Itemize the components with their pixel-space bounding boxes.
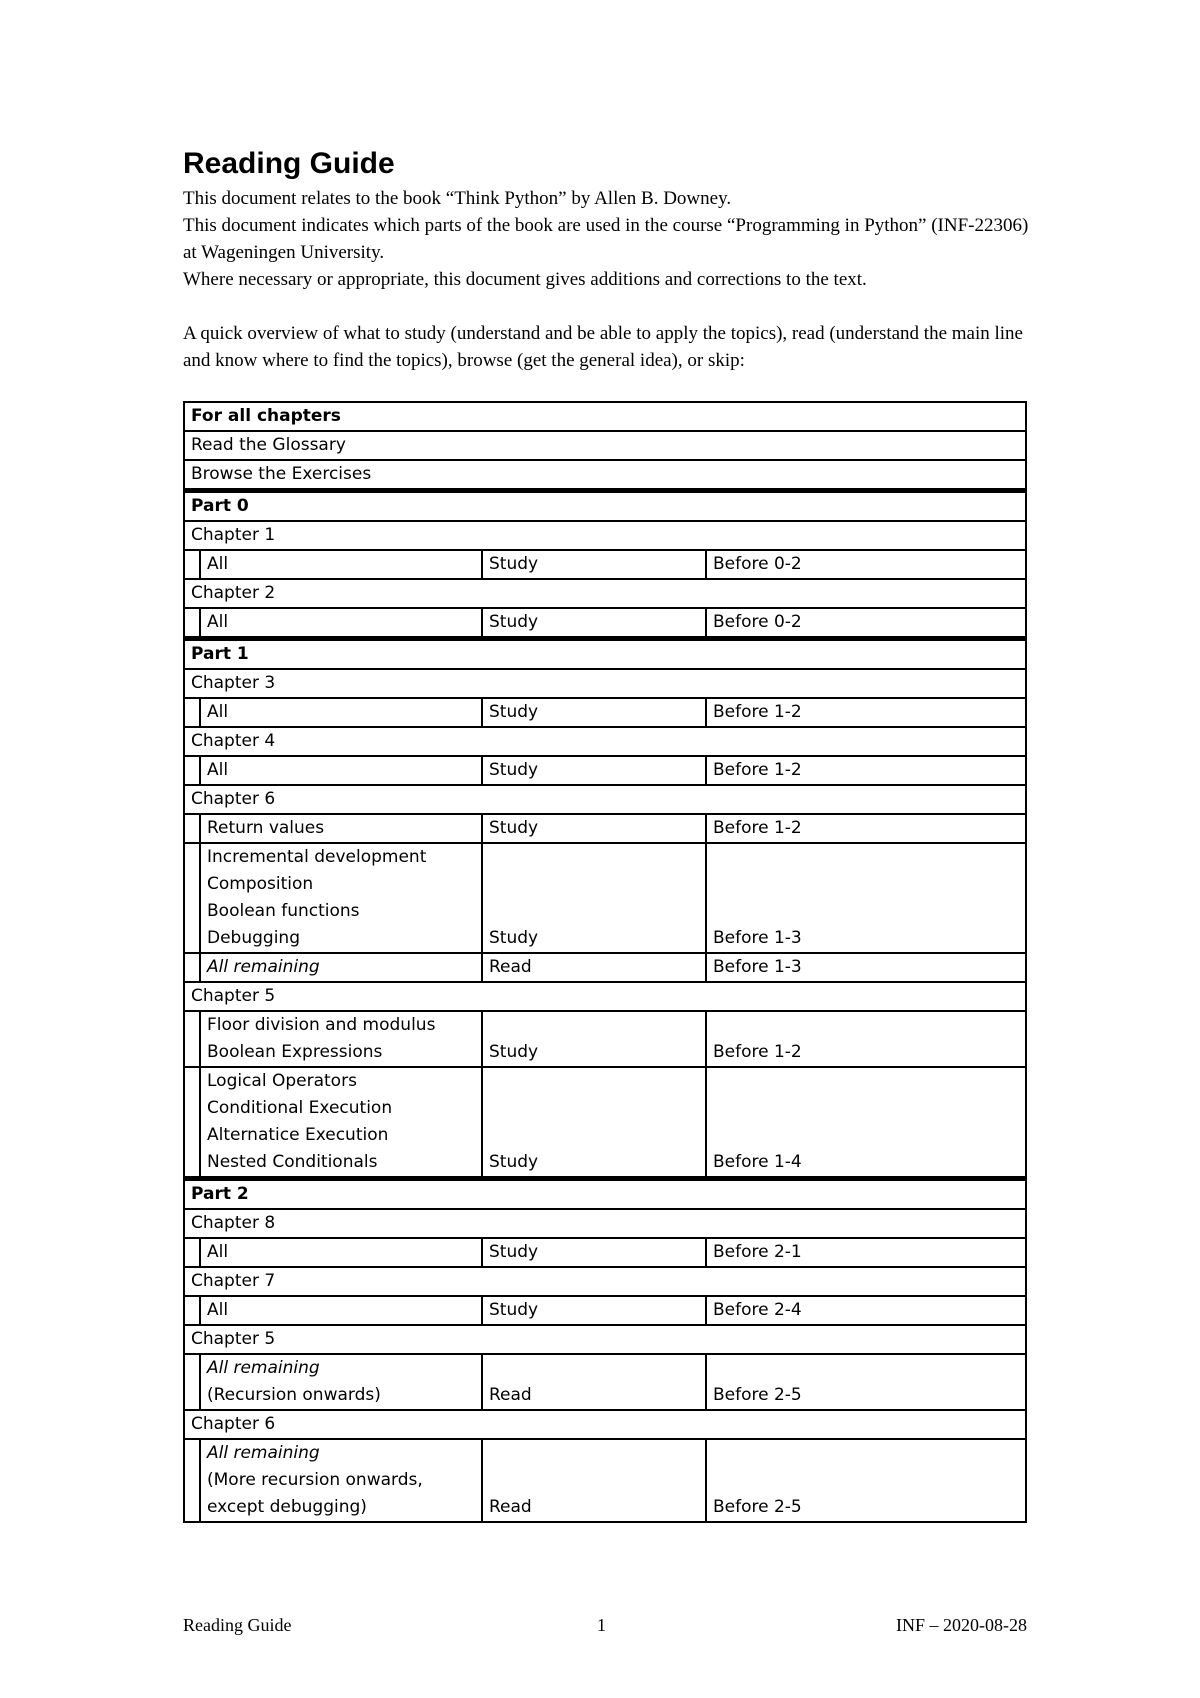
chapter-header [184,669,1026,698]
topic-text: (Recursion onwards) [207,1385,381,1405]
topic-text: All remaining [207,1358,320,1378]
part-header-cell: Part 1 [184,639,1026,670]
chapter-header-cell: Chapter 6 [184,785,1026,814]
chapter-header [184,785,1026,814]
part-header [184,1179,1026,1210]
all-chapters-header-cell: For all chapters [184,402,1026,431]
indent-cell [184,1354,200,1410]
deadline-cell: Before 2-1 [706,1238,1026,1267]
page-number: 1 [597,1615,606,1635]
intro-line: This document indicates which parts of the book are used in the course “Programming in Python” (INF-22306) at Wageningen University. [183,215,1029,263]
topic-text: Alternatice Execution [207,1125,389,1145]
table-row [184,608,1026,639]
page-footer [183,1612,1027,1639]
table-row [184,756,1026,785]
table-row [184,1067,1026,1179]
action-cell: Study [482,1067,706,1179]
chapter-header [184,1267,1026,1296]
topic-cell [200,1067,482,1179]
topic-cell [200,843,482,953]
action-cell: Read [482,953,706,982]
topic-text: Debugging [207,928,300,948]
topic-cell [200,1439,482,1522]
topic-text: Conditional Execution [207,1098,393,1118]
topic-cell [200,953,482,982]
indent-cell [184,698,200,727]
overview-paragraph: A quick overview of what to study (understand and be able to apply the topics), read (understand the main line and know where to find the topics), browse (get the general idea), or skip: [183,323,1023,371]
chapter-header-cell: Chapter 8 [184,1209,1026,1238]
topic-text: Incremental development [207,847,427,867]
action-cell: Read [482,1439,706,1522]
topic-text: Composition [207,874,314,894]
action-cell: Study [482,843,706,953]
action-cell: Study [482,814,706,843]
topic-text: All [207,1242,229,1262]
topic-text: except debugging) [207,1497,367,1517]
deadline-cell: Before 1-3 [706,843,1026,953]
chapter-header-cell: Chapter 2 [184,579,1026,608]
deadline-cell: Before 0-2 [706,550,1026,579]
action-cell: Study [482,756,706,785]
topic-cell [200,1238,482,1267]
topic-text: All [207,702,229,722]
footer-course-date: INF – 2020-08-28 [896,1615,1027,1635]
deadline-cell: Before 1-2 [706,698,1026,727]
topic-text: All remaining [207,1443,320,1463]
chapter-header-cell: Chapter 7 [184,1267,1026,1296]
deadline-cell: Before 1-3 [706,953,1026,982]
topic-text: Logical Operators [207,1071,357,1091]
deadline-cell: Before 1-2 [706,814,1026,843]
action-cell: Study [482,698,706,727]
topic-text: Floor division and modulus [207,1015,436,1035]
intro-line: Where necessary or appropriate, this document gives additions and corrections to the text. [183,269,867,290]
indent-cell [184,1011,200,1067]
topic-text: (More recursion onwards, [207,1470,423,1490]
indent-cell [184,1296,200,1325]
chapter-header [184,1410,1026,1439]
table-row [184,1011,1026,1067]
topic-cell [200,698,482,727]
deadline-cell: Before 1-2 [706,1011,1026,1067]
action-cell: Study [482,550,706,579]
indent-cell [184,756,200,785]
deadline-cell: Before 0-2 [706,608,1026,639]
chapter-header [184,579,1026,608]
topic-cell [200,550,482,579]
table-row [184,698,1026,727]
deadline-cell: Before 2-5 [706,1439,1026,1522]
chapter-header-cell: Chapter 1 [184,521,1026,550]
part-header-cell: Part 2 [184,1179,1026,1210]
topic-text: Boolean Expressions [207,1042,383,1062]
deadline-cell: Before 1-4 [706,1067,1026,1179]
table-row [184,1354,1026,1410]
action-cell: Read [482,1354,706,1410]
indent-cell [184,608,200,639]
table-row [184,953,1026,982]
part-header [184,491,1026,522]
indent-cell [184,1067,200,1179]
topic-cell [200,814,482,843]
chapter-header-cell: Chapter 5 [184,1325,1026,1354]
chapter-header [184,727,1026,756]
chapter-header-cell: Chapter 5 [184,982,1026,1011]
indent-cell [184,550,200,579]
part-header [184,639,1026,670]
table-row [184,1238,1026,1267]
action-cell: Study [482,1296,706,1325]
general-instruction-row-cell: Browse the Exercises [184,460,1026,491]
reading-guide-table [183,401,1027,1523]
action-cell: Study [482,1011,706,1067]
intro-text [183,185,1043,374]
deadline-cell: Before 1-2 [706,756,1026,785]
indent-cell [184,843,200,953]
action-cell: Study [482,608,706,639]
topic-text: All [207,612,229,632]
deadline-cell: Before 2-5 [706,1354,1026,1410]
indent-cell [184,1439,200,1522]
part-header-cell: Part 0 [184,491,1026,522]
chapter-header [184,982,1026,1011]
intro-line: This document relates to the book “Think Python” by Allen B. Downey. [183,188,732,209]
table-row [184,550,1026,579]
chapter-header [184,1325,1026,1354]
topic-cell [200,1011,482,1067]
topic-text: Return values [207,818,325,838]
indent-cell [184,814,200,843]
indent-cell [184,1238,200,1267]
document-title: Reading Guide [183,147,395,180]
chapter-header [184,521,1026,550]
topic-text: Nested Conditionals [207,1152,378,1172]
general-instruction-row [184,460,1026,491]
chapter-header-cell: Chapter 6 [184,1410,1026,1439]
deadline-cell: Before 2-4 [706,1296,1026,1325]
chapter-header-cell: Chapter 4 [184,727,1026,756]
chapter-header-cell: Chapter 3 [184,669,1026,698]
table-row [184,814,1026,843]
general-instruction-row-cell: Read the Glossary [184,431,1026,460]
table-row [184,843,1026,953]
topic-cell [200,1354,482,1410]
topic-text: All remaining [207,957,320,977]
chapter-header [184,1209,1026,1238]
topic-text: All [207,554,229,574]
topic-cell [200,756,482,785]
topic-cell [200,1296,482,1325]
table-row [184,1439,1026,1522]
topic-text: All [207,760,229,780]
general-instruction-row [184,431,1026,460]
topic-text: Boolean functions [207,901,360,921]
topic-cell [200,608,482,639]
table-row [184,1296,1026,1325]
indent-cell [184,953,200,982]
footer-title: Reading Guide [183,1615,292,1635]
action-cell: Study [482,1238,706,1267]
all-chapters-header [184,402,1026,431]
topic-text: All [207,1300,229,1320]
